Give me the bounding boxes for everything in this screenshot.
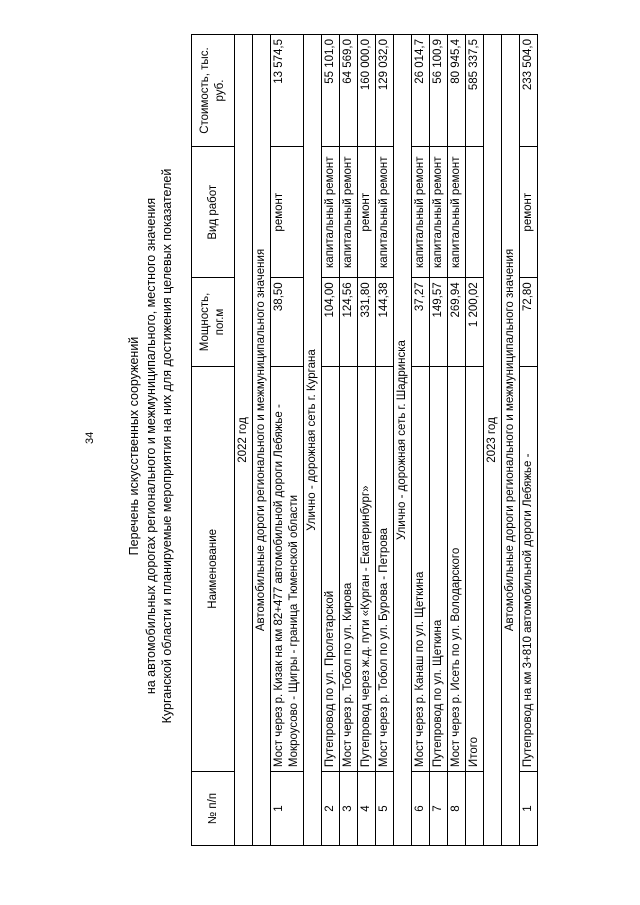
table-row bbox=[340, 35, 358, 846]
cell-name: Мост через р. Тобол по ул. Бурова - Петрова bbox=[376, 366, 394, 772]
cell-cost: 56 100,9 bbox=[430, 35, 448, 147]
cell-num: 8 bbox=[448, 772, 466, 846]
cell-cost: 160 000,0 bbox=[358, 35, 376, 147]
regional-roads-heading: Автомобильные дороги регионального и межмуниципального значения bbox=[253, 35, 271, 846]
cell-name: Мост через р. Кизак на км 82+477 автомобильной дороги Лебяжье - Мокроусово - Щигры - граница Тюменской области bbox=[271, 366, 304, 772]
cell-cost: 233 504,0 bbox=[520, 35, 538, 147]
cell-work: капитальный ремонт bbox=[412, 147, 430, 278]
section-row bbox=[394, 35, 412, 846]
structures-table bbox=[191, 34, 538, 846]
cell-num: 3 bbox=[340, 772, 358, 846]
cell-work: капитальный ремонт bbox=[448, 147, 466, 278]
cell-name: Путепровод через ж.д. пути «Курган - Екатеринбург» bbox=[358, 366, 376, 772]
cell-cost: 13 574,5 bbox=[271, 35, 304, 147]
cell-cost: 129 032,0 bbox=[376, 35, 394, 147]
cell-work: капитальный ремонт bbox=[430, 147, 448, 278]
cell-work: ремонт bbox=[271, 147, 304, 278]
table-row bbox=[520, 35, 538, 846]
cell-num: 7 bbox=[430, 772, 448, 846]
table-header-row bbox=[192, 35, 235, 846]
cell-num: 2 bbox=[322, 772, 340, 846]
section-row bbox=[304, 35, 322, 846]
year-2022: 2022 год bbox=[235, 35, 253, 846]
year-2023: 2023 год bbox=[484, 35, 502, 846]
cell-name: Путепровод по ул. Пролетарской bbox=[322, 366, 340, 772]
heading-line-2: на автомобильных дорогах регионального и межмуниципального, местного значения bbox=[143, 197, 158, 695]
table-row bbox=[376, 35, 394, 846]
cell-power: 149,57 bbox=[430, 278, 448, 366]
total-cost: 585 337,5 bbox=[466, 35, 484, 147]
section-row bbox=[484, 35, 502, 846]
cell-cost: 64 569,0 bbox=[340, 35, 358, 147]
cell-num: 4 bbox=[358, 772, 376, 846]
cell-power: 104,00 bbox=[322, 278, 340, 366]
cell-num: 1 bbox=[520, 772, 538, 846]
cell-cost: 26 014,7 bbox=[412, 35, 430, 147]
cell-power: 72,80 bbox=[520, 278, 538, 366]
document-heading bbox=[126, 26, 176, 866]
cell-name: Путепровод на км 3+810 автомобильной дороги Лебяжье - bbox=[520, 366, 538, 772]
cell-power: 124,56 bbox=[340, 278, 358, 366]
cell-power: 331,80 bbox=[358, 278, 376, 366]
table-row bbox=[430, 35, 448, 846]
total-power: 1 200,02 bbox=[466, 278, 484, 366]
table-row bbox=[448, 35, 466, 846]
header-name: Наименование bbox=[192, 366, 235, 772]
cell-name: Мост через р. Тобол по ул. Кирова bbox=[340, 366, 358, 772]
section-row bbox=[502, 35, 520, 846]
cell-num: 6 bbox=[412, 772, 430, 846]
cell-cost: 80 945,4 bbox=[448, 35, 466, 147]
page-number: 34 bbox=[84, 431, 96, 444]
cell-work: капитальный ремонт bbox=[340, 147, 358, 278]
cell-cost: 55 101,0 bbox=[322, 35, 340, 147]
table-row bbox=[358, 35, 376, 846]
cell-name: Мост через р. Канаш по ул. Щеткина bbox=[412, 366, 430, 772]
cell-work: капитальный ремонт bbox=[376, 147, 394, 278]
shadrinsk-heading: Улично - дорожная сеть г. Шадринска bbox=[394, 35, 412, 846]
section-row bbox=[235, 35, 253, 846]
section-row bbox=[253, 35, 271, 846]
cell-name: Путепровод по ул. Щеткина bbox=[430, 366, 448, 772]
cell-num: 1 bbox=[271, 772, 304, 846]
cell-power: 37,27 bbox=[412, 278, 430, 366]
table-row bbox=[322, 35, 340, 846]
rotated-page-content bbox=[126, 26, 534, 866]
header-work: Вид работ bbox=[192, 147, 235, 278]
cell-num: 5 bbox=[376, 772, 394, 846]
header-power: Мощность, пог.м bbox=[192, 278, 235, 366]
cell-power: 269,94 bbox=[448, 278, 466, 366]
cell-num-empty bbox=[466, 772, 484, 846]
header-cost: Стоимость, тыс. руб. bbox=[192, 35, 235, 147]
heading-line-3: Курганской области и планируемые мероприятия на них для достижения целевых показателей bbox=[160, 168, 174, 724]
cell-work: ремонт bbox=[358, 147, 376, 278]
table-row bbox=[412, 35, 430, 846]
total-row bbox=[466, 35, 484, 846]
cell-power: 144,38 bbox=[376, 278, 394, 366]
cell-name: Мост через р. Исеть по ул. Володарского bbox=[448, 366, 466, 772]
kurgan-heading: Улично - дорожная сеть г. Кургана bbox=[304, 35, 322, 846]
heading-line-1: Перечень искусственных сооружений bbox=[127, 336, 141, 556]
cell-work: ремонт bbox=[520, 147, 538, 278]
cell-power: 38,50 bbox=[271, 278, 304, 366]
total-label: Итого bbox=[466, 366, 484, 772]
table-row bbox=[271, 35, 304, 846]
regional-roads-heading: Автомобильные дороги регионального и межмуниципального значения bbox=[502, 35, 520, 846]
cell-work: капитальный ремонт bbox=[322, 147, 340, 278]
header-num: № п/п bbox=[192, 772, 235, 846]
cell-work-empty bbox=[466, 147, 484, 278]
